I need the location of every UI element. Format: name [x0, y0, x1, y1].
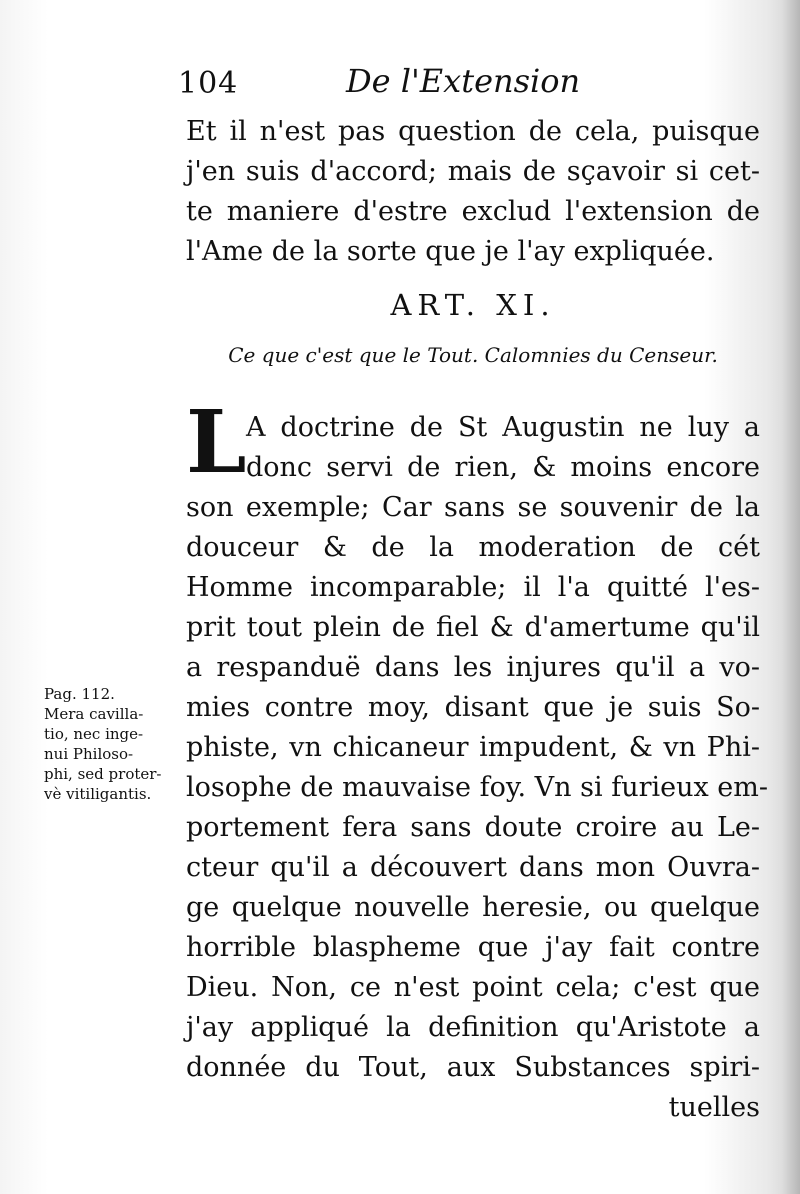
article-subtitle: Ce que c'est que le Tout. Calomnies du Censeur.: [228, 343, 718, 367]
running-head: De l'Extension: [346, 62, 581, 100]
text-line: l'Ame de la sorte que je l'ay expliquée.: [186, 236, 715, 267]
text-line: a respanduë dans les injures qu'il a vo-: [186, 652, 760, 683]
text-line: j'ay appliqué la definition qu'Aristote a: [186, 1012, 760, 1043]
margin-note-line: Mera cavilla-: [44, 705, 144, 723]
text-line: cteur qu'il a découvert dans mon Ouvra-: [186, 852, 760, 883]
text-line: prit tout plein de fiel & d'amertume qu'il: [186, 612, 760, 643]
drop-cap: L: [186, 392, 247, 493]
margin-note-line: phi, sed proter-: [44, 765, 162, 783]
text-line: donnée du Tout, aux Substances spiri-: [186, 1052, 760, 1083]
margin-note-line: Pag. 112.: [44, 685, 115, 703]
page-number: 104: [178, 66, 239, 101]
text-line: horrible blaspheme que j'ay fait contre: [186, 932, 760, 963]
text-line: j'en suis d'accord; mais de sçavoir si cet-: [186, 156, 760, 187]
text-line: portement fera sans doute croire au Le-: [186, 812, 760, 843]
text-line: losophe de mauvaise foy. Vn si furieux em-: [186, 772, 769, 803]
text-line: Et il n'est pas question de cela, puisque: [186, 116, 760, 147]
text-line: Dieu. Non, ce n'est point cela; c'est que: [186, 972, 760, 1003]
text-line: te maniere d'estre exclud l'extension de: [186, 196, 760, 227]
margin-note-line: tio, nec inge-: [44, 725, 144, 743]
page-gutter-shadow: [782, 0, 800, 1194]
margin-note-line: vè vitiligantis.: [44, 785, 152, 803]
text-line: phiste, vn chicaneur impudent, & vn Phi-: [186, 732, 760, 763]
intro-paragraph: [186, 112, 760, 272]
article-title: ART. XI.: [390, 288, 556, 322]
catchword: tuelles: [668, 1092, 760, 1123]
margin-note: [44, 684, 184, 804]
text-line: donc servi de rien, & moins encore: [246, 452, 760, 483]
margin-note-line: nui Philoso-: [44, 745, 134, 763]
text-line: son exemple; Car sans se souvenir de la: [186, 492, 760, 523]
text-line: A doctrine de St Augustin ne luy a: [246, 412, 760, 443]
body-paragraph: [186, 392, 769, 1128]
page-header: [178, 62, 778, 110]
text-line: Homme incomparable; il l'a quitté l'es-: [186, 572, 760, 603]
text-line: ge quelque nouvelle heresie, ou quelque: [186, 892, 760, 923]
text-line: mies contre moy, disant que je suis So-: [186, 692, 760, 723]
text-line: douceur & de la moderation de cét: [186, 532, 760, 563]
